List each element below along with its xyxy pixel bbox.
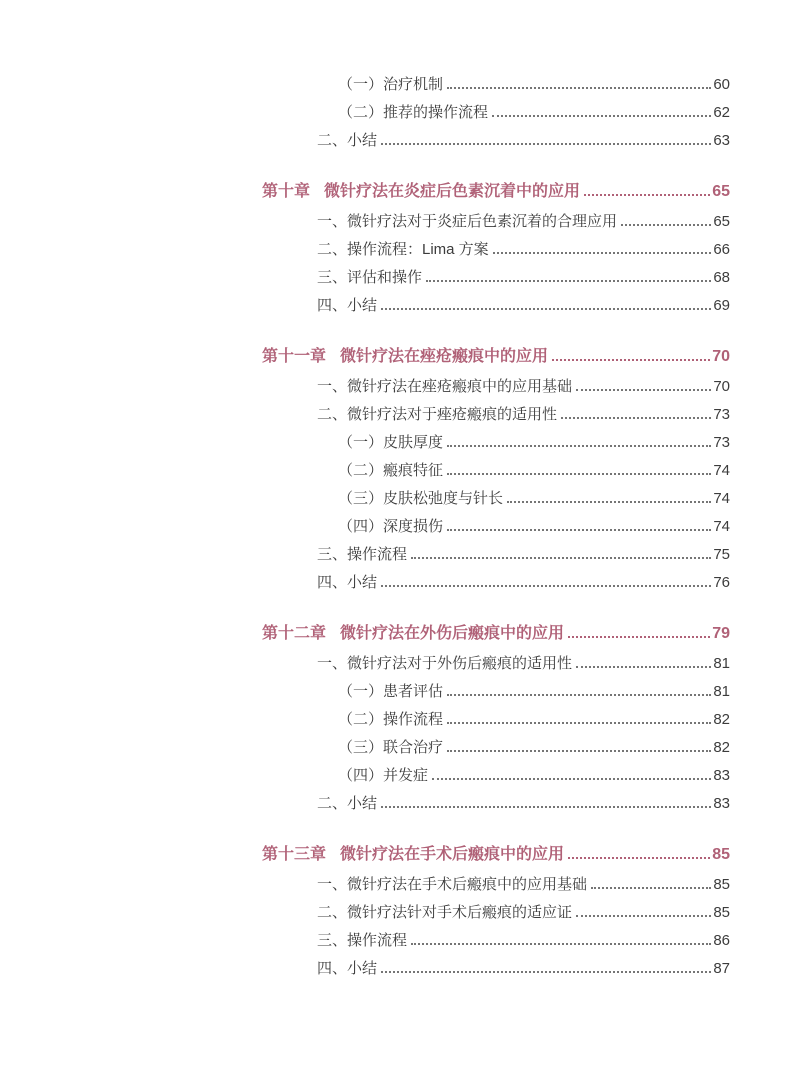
dot-leader (576, 666, 711, 668)
toc-entry-page-number: 65 (713, 213, 730, 230)
chapter-number: 第十章 (262, 183, 311, 200)
chapter-heading (262, 338, 730, 366)
dot-leader (447, 750, 711, 752)
toc-entry-page-number: 83 (713, 795, 730, 812)
chapter-page-number: 79 (712, 625, 730, 642)
toc-entry (262, 785, 730, 813)
toc-entry-page-number: 87 (713, 960, 730, 977)
toc-entry (262, 866, 730, 894)
dot-leader (492, 115, 711, 117)
dot-leader (426, 280, 711, 282)
toc-entry (262, 66, 730, 94)
dot-leader (621, 224, 711, 226)
toc-entry-label: （三）联合治疗 (338, 739, 444, 756)
dot-leader (493, 252, 712, 254)
toc-entry-label: （三）皮肤松弛度与针长 (338, 490, 504, 507)
toc-entry-page-number: 68 (713, 269, 730, 286)
dot-leader (576, 915, 711, 917)
dot-leader (411, 557, 711, 559)
dot-leader (381, 806, 711, 808)
toc-entry-label: （二）操作流程 (338, 711, 444, 728)
chapter-entries (262, 645, 730, 813)
chapter-title: 微针疗法在痤疮瘢痕中的应用 (340, 348, 549, 365)
toc-entry-page-number: 62 (713, 104, 730, 121)
toc-entry-label: 三、评估和操作 (317, 269, 423, 286)
toc-entry-page-number: 63 (713, 132, 730, 149)
toc-entry (262, 94, 730, 122)
dot-leader (447, 445, 711, 447)
dot-leader (381, 971, 711, 973)
toc-entry (262, 701, 730, 729)
chapter-title: 微针疗法在炎症后色素沉着中的应用 (324, 183, 581, 200)
toc-entry (262, 757, 730, 785)
toc-entry (262, 673, 730, 701)
toc-entry-label: 一、微针疗法在手术后瘢痕中的应用基础 (317, 876, 588, 893)
dot-leader (381, 143, 711, 145)
dot-leader (552, 359, 710, 361)
toc-entry-page-number: 76 (713, 574, 730, 591)
dot-leader (447, 529, 711, 531)
chapter-page-number: 65 (712, 183, 730, 200)
toc-entry-label: （一）患者评估 (338, 683, 444, 700)
chapter-entries (262, 66, 730, 150)
toc-entry (262, 424, 730, 452)
dot-leader (381, 308, 711, 310)
toc-entry-page-number: 74 (713, 462, 730, 479)
toc-entry-page-number: 70 (713, 378, 730, 395)
dot-leader (411, 943, 711, 945)
chapter-page-number: 70 (712, 348, 730, 365)
toc-entry-page-number: 81 (713, 683, 730, 700)
toc-entry-page-number: 73 (713, 406, 730, 423)
toc-entry (262, 203, 730, 231)
toc-entry-label: 一、微针疗法对于炎症后色素沉着的合理应用 (317, 213, 618, 230)
toc-entry-page-number: 66 (713, 241, 730, 258)
chapter-heading (262, 836, 730, 864)
toc-entry (262, 645, 730, 673)
toc-entry (262, 922, 730, 950)
dot-leader (584, 194, 710, 196)
dot-leader (507, 501, 711, 503)
toc-entry (262, 122, 730, 150)
toc-entry-label: 一、微针疗法对于外伤后瘢痕的适用性 (317, 655, 573, 672)
dot-leader (576, 389, 711, 391)
toc-entry-label: 一、微针疗法在痤疮瘢痕中的应用基础 (317, 378, 573, 395)
toc-entry-label: 四、小结 (317, 574, 378, 591)
toc-entry (262, 231, 730, 259)
toc-entry-page-number: 81 (713, 655, 730, 672)
toc-section (262, 338, 730, 592)
toc-entry-label: 三、操作流程 (317, 932, 408, 949)
toc-entry-label: 二、操作流程：Lima 方案 (317, 241, 489, 258)
toc-entry-label: （一）皮肤厚度 (338, 434, 444, 451)
toc-entry (262, 259, 730, 287)
toc-entry-page-number: 73 (713, 434, 730, 451)
toc-entry-label: （二）推荐的操作流程 (338, 104, 489, 121)
chapter-number: 第十三章 (262, 846, 327, 863)
toc-entry-label: （一）治疗机制 (338, 76, 444, 93)
chapter-title: 微针疗法在外伤后瘢痕中的应用 (340, 625, 565, 642)
chapter-entries (262, 203, 730, 315)
dot-leader (568, 857, 710, 859)
toc-entry (262, 950, 730, 978)
toc-entry-page-number: 82 (713, 711, 730, 728)
toc-entry (262, 480, 730, 508)
toc-entry-page-number: 85 (713, 904, 730, 921)
toc-entry (262, 287, 730, 315)
toc-entry-label: 二、小结 (317, 132, 378, 149)
dot-leader (447, 722, 711, 724)
toc-entry-page-number: 83 (713, 767, 730, 784)
toc-entry-page-number: 86 (713, 932, 730, 949)
toc-entry-page-number: 82 (713, 739, 730, 756)
toc-entry-label: （二）瘢痕特征 (338, 462, 444, 479)
chapter-title: 微针疗法在手术后瘢痕中的应用 (340, 846, 565, 863)
dot-leader (447, 473, 711, 475)
chapter-entries (262, 368, 730, 592)
toc-entry-page-number: 60 (713, 76, 730, 93)
dot-leader (561, 417, 711, 419)
toc-entry (262, 452, 730, 480)
toc-section (262, 615, 730, 813)
toc-entry (262, 508, 730, 536)
toc-entry-label: 四、小结 (317, 960, 378, 977)
toc-entry-label: 三、操作流程 (317, 546, 408, 563)
toc-entry-label: 二、微针疗法对于痤疮瘢痕的适用性 (317, 406, 558, 423)
toc-entry-page-number: 69 (713, 297, 730, 314)
toc-section (262, 173, 730, 315)
toc-entry (262, 564, 730, 592)
toc-section (262, 836, 730, 978)
chapter-heading (262, 615, 730, 643)
toc-entry (262, 894, 730, 922)
dot-leader (591, 887, 711, 889)
chapter-page-number: 85 (712, 846, 730, 863)
chapter-heading (262, 173, 730, 201)
dot-leader (381, 585, 711, 587)
toc-entry (262, 368, 730, 396)
dot-leader (447, 694, 711, 696)
toc-content (262, 66, 730, 978)
chapter-entries (262, 866, 730, 978)
toc-entry (262, 729, 730, 757)
toc-entry-page-number: 75 (713, 546, 730, 563)
toc-entry-label: （四）并发症 (338, 767, 429, 784)
toc-entry-page-number: 74 (713, 518, 730, 535)
toc-entry-label: （四）深度损伤 (338, 518, 444, 535)
dot-leader (432, 778, 711, 780)
toc-section (262, 66, 730, 150)
toc-entry-page-number: 85 (713, 876, 730, 893)
toc-entry-page-number: 74 (713, 490, 730, 507)
chapter-number: 第十二章 (262, 625, 327, 642)
dot-leader (447, 87, 711, 89)
toc-entry (262, 396, 730, 424)
toc-entry-label: 四、小结 (317, 297, 378, 314)
chapter-number: 第十一章 (262, 348, 327, 365)
dot-leader (568, 636, 710, 638)
toc-entry (262, 536, 730, 564)
toc-entry-label: 二、微针疗法针对手术后瘢痕的适应证 (317, 904, 573, 921)
toc-entry-label: 二、小结 (317, 795, 378, 812)
